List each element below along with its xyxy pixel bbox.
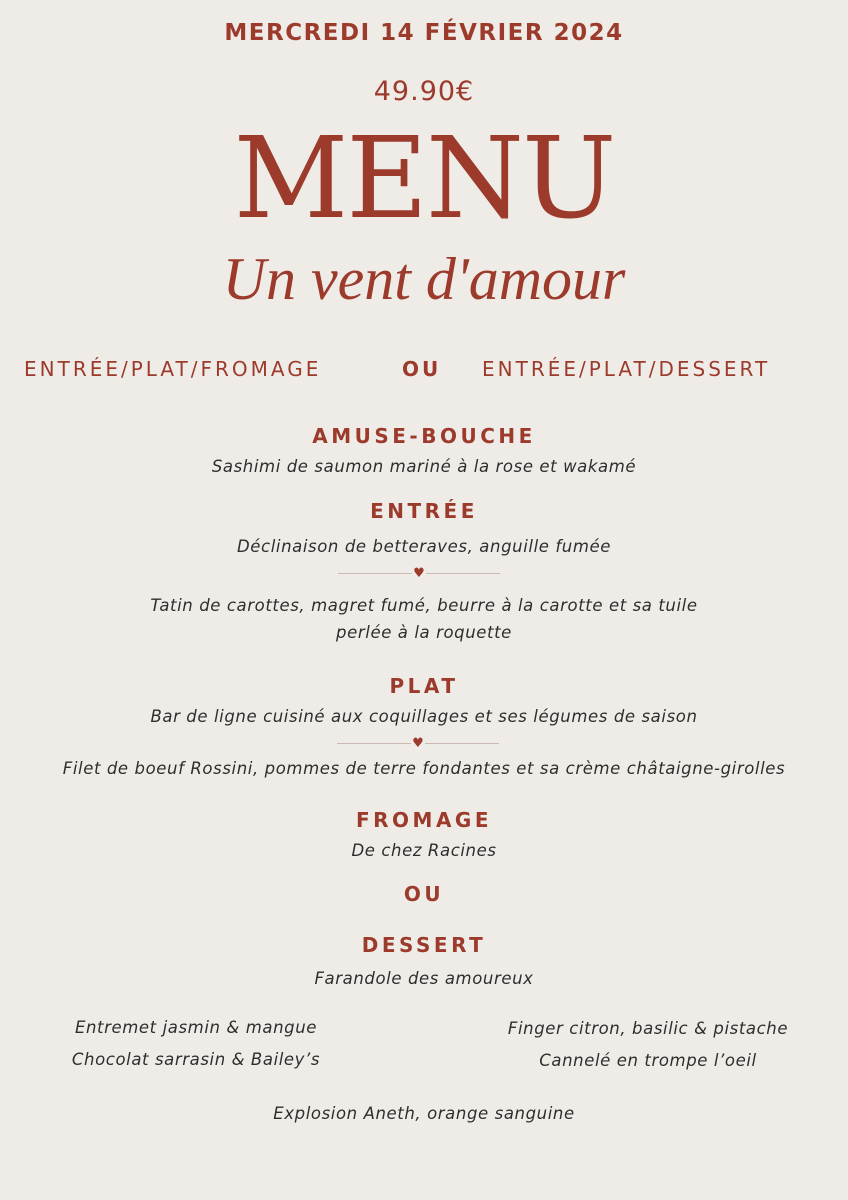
menu-price: 49.90€ [373,76,475,107]
dish-plat-1: Bar de ligne cuisiné aux coquillages et ses légumes de saison [150,707,698,726]
section-title-plat: PLAT [389,674,459,698]
or-separator: OU [403,882,445,906]
dish-entree-2-line-1: Tatin de carottes, magret fumé, beurre à la carotte et sa tuile [150,596,698,615]
dish-plat-2: Filet de boeuf Rossini, pommes de terre fondantes et sa crème châtaigne-girolles [62,759,786,778]
formula-separator: OU [402,357,442,381]
dish-entree-2-line-2: perlée à la roquette [336,623,512,642]
heart-icon: ♥ [412,736,424,751]
dessert-bottom: Explosion Aneth, orange sanguine [273,1104,575,1123]
menu-title: MENU [233,114,615,244]
heart-icon: ♥ [413,566,425,581]
dessert-right-2: Cannelé en trompe l’oeil [539,1051,757,1070]
dish-amuse-bouche: Sashimi de saumon mariné à la rose et wakamé [211,457,637,476]
dessert-left-2: Chocolat sarrasin & Bailey’s [71,1050,321,1069]
dish-dessert: Farandole des amoureux [314,969,534,988]
formula-option-fromage: ENTRÉE/PLAT/FROMAGE [24,357,322,381]
section-title-fromage: FROMAGE [355,808,493,832]
section-title-dessert: DESSERT [361,933,487,957]
menu-subtitle: Un vent d'amour [222,246,626,312]
section-title-amuse-bouche: AMUSE-BOUCHE [312,424,536,448]
section-title-entree: ENTRÉE [370,499,478,523]
dessert-left-1: Entremet jasmin & mangue [74,1018,318,1037]
dish-entree-1: Déclinaison de betteraves, anguille fumée [236,537,612,556]
formula-option-dessert: ENTRÉE/PLAT/DESSERT [482,357,771,381]
dessert-right-1: Finger citron, basilic & pistache [507,1019,789,1038]
formula-options [0,357,848,387]
menu-date: MERCREDI 14 FÉVRIER 2024 [224,20,624,46]
dish-fromage: De chez Racines [351,841,497,860]
